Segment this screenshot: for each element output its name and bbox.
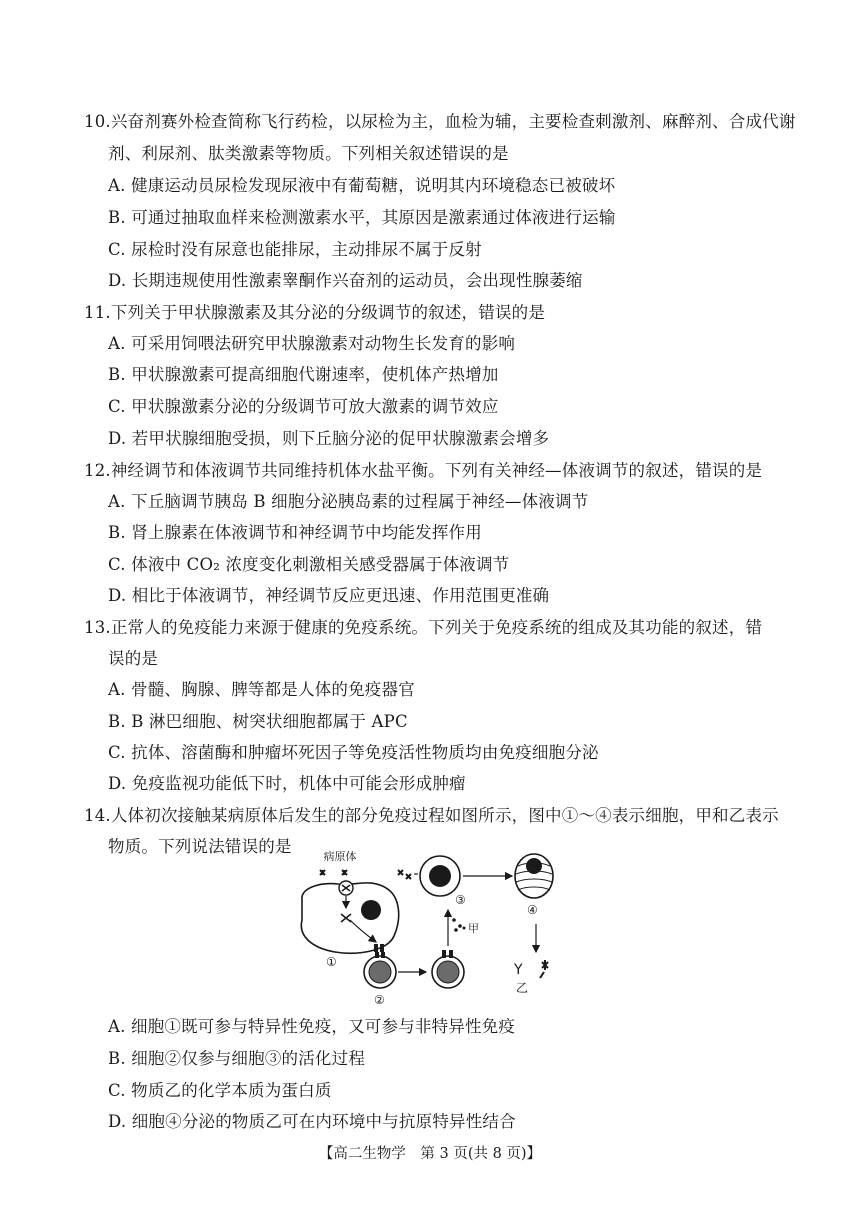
antibody-icon: Y (514, 962, 523, 978)
cell-1-label: ① (326, 955, 337, 969)
question-11-option-b: B. 甲状腺激素可提高细胞代谢速率，使机体产热增加 (108, 365, 499, 384)
pathogen-label: 病原体 (323, 850, 357, 863)
page-footer: 【高二生物学 第 3 页(共 8 页)】 (318, 1146, 542, 1162)
question-13-stem-line-2: 误的是 (108, 649, 159, 668)
question-12-option-a: A. 下丘脑调节胰岛 B 细胞分泌胰岛素的过程属于神经—体液调节 (108, 492, 589, 511)
question-14-option-a: A. 细胞①既可参与特异性免疫，又可参与非特异性免疫 (108, 1017, 516, 1036)
immune-process-figure (290, 848, 580, 1008)
question-13-option-d: D. 免疫监视功能低下时，机体中可能会形成肿瘤 (108, 774, 466, 793)
question-14-option-c: C. 物质乙的化学本质为蛋白质 (108, 1081, 332, 1100)
substance-yi-label: 乙 (516, 981, 529, 995)
question-14-stem-line-1: 14.人体初次接触某病原体后发生的部分免疫过程如图所示，图中①～④表示细胞，甲和乙表示 (84, 806, 779, 825)
question-12-stem: 12.神经调节和体液调节共同维持机体水盐平衡。下列有关神经—体液调节的叙述，错误的是 (84, 461, 763, 480)
question-11-option-d: D. 若甲状腺细胞受损，则下丘脑分泌的促甲状腺激素会增多 (108, 429, 550, 448)
pathogen-icon (320, 870, 347, 875)
question-12-option-d: D. 相比于体液调节，神经调节反应更迅速、作用范围更准确 (108, 586, 550, 605)
question-11-option-c: C. 甲状腺激素分泌的分级调节可放大激素的调节效应 (108, 397, 499, 416)
cell-4-nucleus (526, 858, 542, 874)
question-11-stem: 11.下列关于甲状腺激素及其分泌的分级调节的叙述，错误的是 (84, 303, 546, 322)
question-11-option-a: A. 可采用饲喂法研究甲状腺激素对动物生长发育的影响 (108, 334, 516, 353)
substance-jia-label: 甲 (468, 922, 479, 935)
question-10-option-b: B. 可通过抽取血样来检测激素水平，其原因是激素通过体液进行运输 (108, 208, 616, 227)
cell-3-nucleus (429, 865, 451, 887)
cell-2-nucleus (369, 961, 391, 983)
question-12-option-c: C. 体液中 CO₂ 浓度变化刺激相关感受器属于体液调节 (108, 555, 510, 574)
question-14-option-d: D. 细胞④分泌的物质乙可在内环境中与抗原特异性结合 (108, 1112, 516, 1131)
question-13-option-b: B. B 淋巴细胞、树突状细胞都属于 APC (108, 712, 408, 731)
question-13-stem-line-1: 13.正常人的免疫能力来源于健康的免疫系统。下列关于免疫系统的组成及其功能的叙述，错 (84, 618, 763, 637)
cell-4-label: ④ (527, 903, 538, 917)
question-10-stem-line-1: 10.兴奋剂赛外检查简称飞行药检，以尿检为主，血检为辅，主要检查刺激剂、麻醉剂、合成代谢 (84, 112, 796, 131)
cell-1-nucleus (361, 900, 381, 920)
question-14-stem-line-2: 物质。下列说法错误的是 (108, 837, 292, 856)
cell-3-label: ③ (455, 893, 466, 907)
activated-cell-2-nucleus (437, 961, 459, 983)
question-10-stem-line-2: 剂、利尿剂、肽类激素等物质。下列相关叙述错误的是 (108, 144, 509, 163)
question-14-option-b: B. 细胞②仅参与细胞③的活化过程 (108, 1049, 366, 1068)
pathogen-bound-icon (398, 870, 411, 879)
question-13-option-a: A. 骨髓、胸腺、脾等都是人体的免疫器官 (108, 680, 415, 699)
question-13-option-c: C. 抗体、溶菌酶和肿瘤坏死因子等免疫活性物质均由免疫细胞分泌 (108, 743, 599, 762)
question-10-option-c: C. 尿检时没有尿意也能排尿，主动排尿不属于反射 (108, 240, 482, 259)
free-pathogen-icon (540, 960, 548, 978)
question-12-option-b: B. 肾上腺素在体液调节和神经调节中均能发挥作用 (108, 523, 482, 542)
question-10-option-a: A. 健康运动员尿检发现尿液中有葡萄糖，说明其内环境稳态已被破坏 (108, 176, 616, 195)
cell-2-label: ② (374, 993, 385, 1007)
question-10-option-d: D. 长期违规使用性激素睾酮作兴奋剂的运动员，会出现性腺萎缩 (108, 271, 583, 290)
